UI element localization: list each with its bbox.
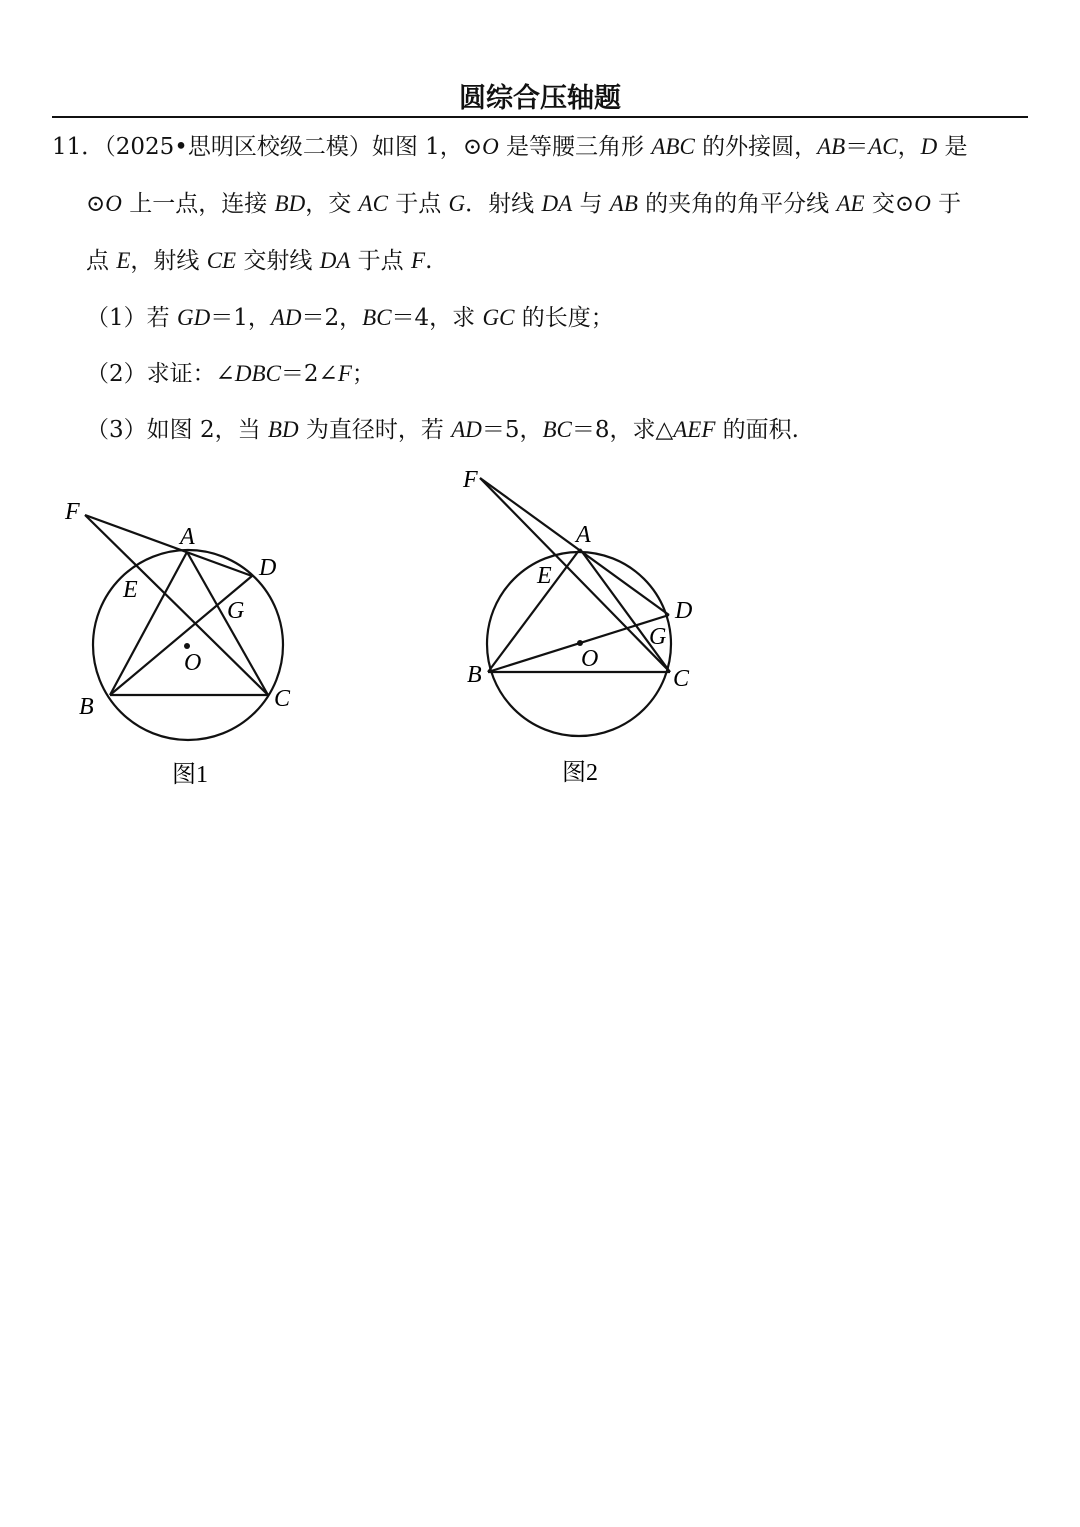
problem-line-1 <box>52 131 968 163</box>
var-O: O <box>914 191 931 216</box>
label-G: G <box>227 598 245 624</box>
text-seg: ．射线 <box>465 191 542 217</box>
text-seg: ，交 <box>305 191 359 217</box>
text-seg: （2）求证：∠ <box>86 361 235 387</box>
page-title: 圆综合压轴题 <box>459 83 621 114</box>
var-DBC: DBC <box>234 361 281 386</box>
var-E: E <box>116 248 131 273</box>
text-seg: （1）若 <box>86 305 177 331</box>
var-AC: AC <box>358 191 388 216</box>
var-GC: GC <box>482 305 515 330</box>
text-seg: . <box>425 248 433 274</box>
var-AB: AB <box>817 134 846 159</box>
var-AEF: AEF <box>673 417 716 442</box>
var-GD: GD <box>176 305 211 330</box>
text-seg: ＝5， <box>481 417 543 443</box>
figure-2-caption: 图2 <box>562 760 598 786</box>
circle-symbol: ⊙ <box>86 191 106 217</box>
text-seg: 于点 <box>387 191 449 217</box>
label-C: C <box>274 686 291 712</box>
text-seg: 是等腰三角形 <box>498 134 652 160</box>
problem-number-source: 11．（2025•思明区校级二模）如图 1， <box>52 134 463 160</box>
label-F: F <box>65 499 80 525</box>
label-G: G <box>649 624 667 650</box>
text-seg: ； <box>351 361 375 387</box>
var-BC: BC <box>542 417 572 442</box>
var-DA: DA <box>319 248 351 273</box>
figure-2-diagram <box>455 460 715 800</box>
equals-sign: ＝ <box>845 134 869 160</box>
var-F: F <box>411 248 426 273</box>
var-O: O <box>482 134 499 159</box>
var-BD: BD <box>274 191 306 216</box>
text-seg: ， <box>897 134 921 160</box>
figure-2 <box>455 460 715 800</box>
question-3 <box>86 414 799 446</box>
label-B: B <box>79 694 94 720</box>
text-seg: 上一点，连接 <box>121 191 275 217</box>
label-O: O <box>184 650 202 676</box>
label-B: B <box>467 662 482 688</box>
text-seg: ＝1， <box>210 305 271 331</box>
var-AB: AB <box>609 191 638 216</box>
title-divider <box>52 116 1028 118</box>
var-CE: CE <box>206 248 237 273</box>
segment-FD <box>85 515 252 576</box>
text-seg: ＝2， <box>301 305 363 331</box>
text-seg: 是 <box>937 134 968 160</box>
var-G: G <box>448 191 466 216</box>
question-1 <box>86 302 614 334</box>
label-C: C <box>673 666 690 692</box>
text-seg: 的面积. <box>715 417 799 443</box>
var-DA: DA <box>541 191 573 216</box>
text-seg: ＝4，求 <box>391 305 483 331</box>
text-seg: 的外接圆， <box>694 134 818 160</box>
segment-FD <box>480 478 669 615</box>
var-AD: AD <box>270 305 302 330</box>
text-seg: 点 <box>86 248 117 274</box>
text-seg: 交射线 <box>236 248 320 274</box>
var-AE: AE <box>836 191 865 216</box>
figure-1-caption: 图1 <box>172 762 208 788</box>
text-seg: ＝8，求△ <box>571 417 674 443</box>
label-D: D <box>259 555 277 581</box>
segment-AB <box>110 552 187 695</box>
var-D: D <box>920 134 938 159</box>
text-seg: 为直径时，若 <box>298 417 452 443</box>
center-point <box>184 643 190 649</box>
label-F: F <box>463 467 478 493</box>
var-AD: AD <box>451 417 482 442</box>
var-O: O <box>105 191 122 216</box>
text-seg: （3）如图 2，当 <box>86 417 268 443</box>
text-seg: 于 <box>930 191 962 217</box>
text-seg: ，射线 <box>130 248 207 274</box>
label-E: E <box>123 577 138 603</box>
var-BC: BC <box>362 305 392 330</box>
label-O: O <box>581 646 599 672</box>
text-seg: 的夹角的角平分线 <box>637 191 837 217</box>
problem-line-2 <box>86 188 961 220</box>
label-A: A <box>180 524 195 550</box>
var-ABC: ABC <box>651 134 695 159</box>
figure-1 <box>55 460 315 800</box>
text-seg: ＝2∠ <box>280 361 338 387</box>
text-seg: 的长度； <box>514 305 614 331</box>
circle-symbol: ⊙ <box>894 191 915 217</box>
question-2 <box>86 358 375 390</box>
circle-symbol: ⊙ <box>462 134 483 160</box>
var-AC: AC <box>868 134 898 159</box>
figure-1-diagram <box>55 460 315 800</box>
label-A: A <box>576 522 591 548</box>
text-seg: 于点 <box>350 248 411 274</box>
text-seg: 交 <box>864 191 895 217</box>
problem-line-3 <box>86 245 432 277</box>
var-F: F <box>337 361 352 386</box>
text-seg: 与 <box>572 191 610 217</box>
var-BD: BD <box>267 417 299 442</box>
label-D: D <box>675 598 693 624</box>
label-E: E <box>537 563 552 589</box>
